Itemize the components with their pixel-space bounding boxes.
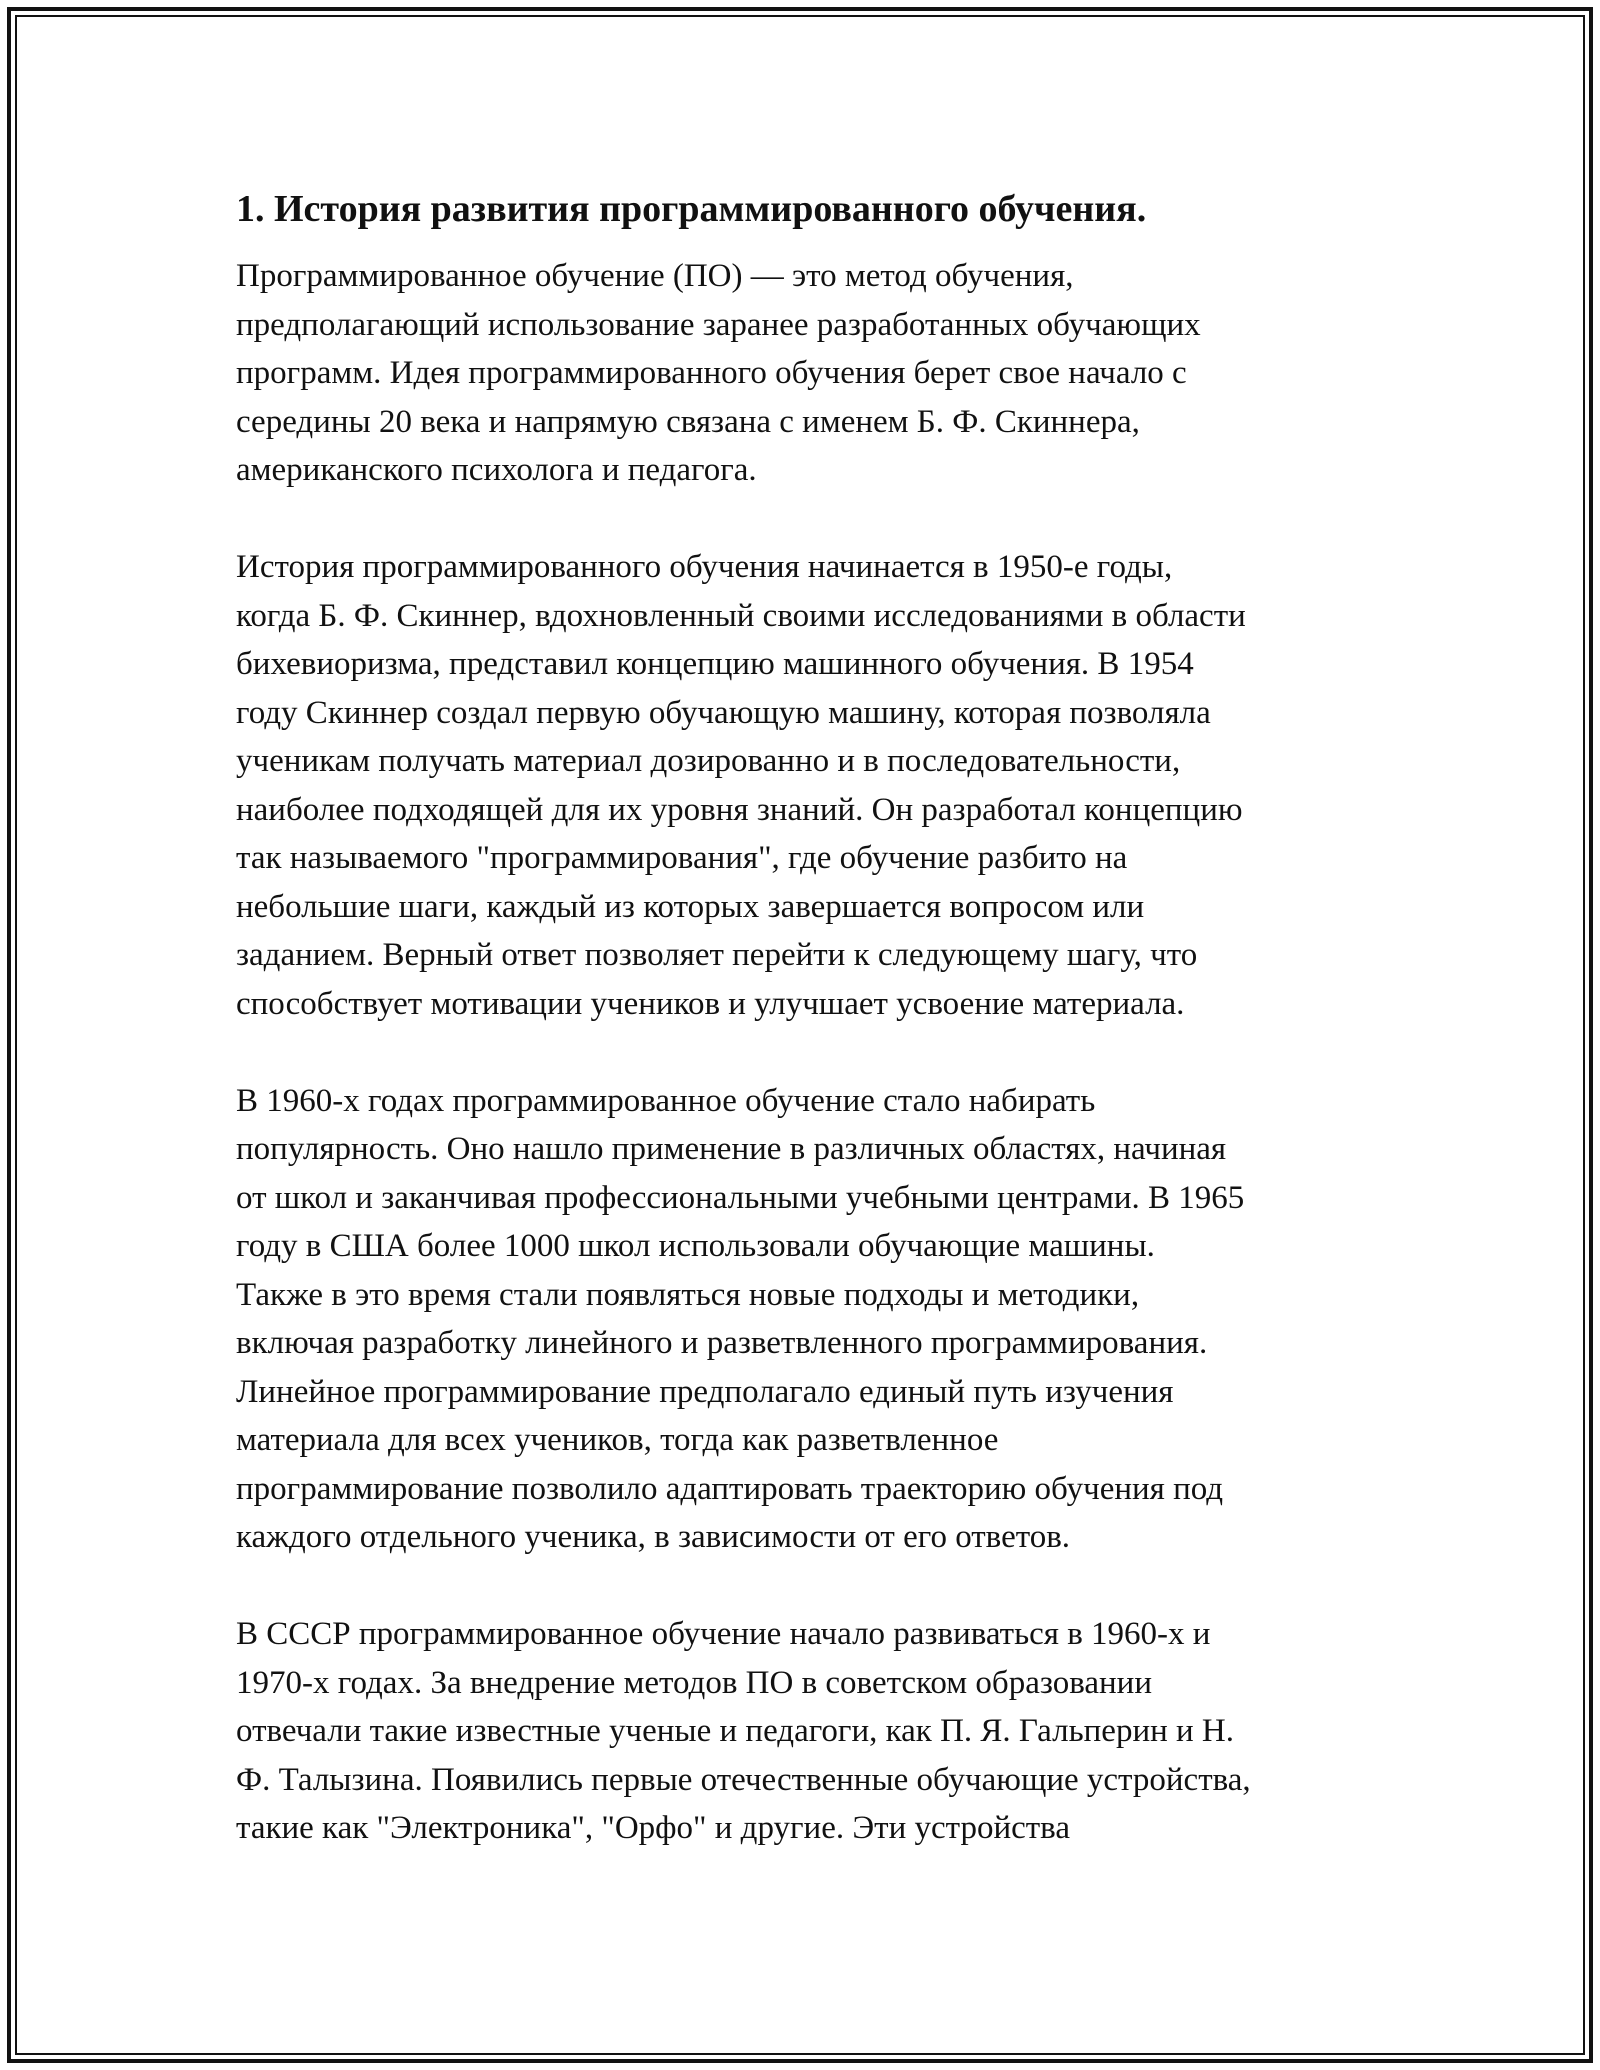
text-line: отвечали такие известные ученые и педагоги, как П. Я. Гальперин и Н.	[236, 1713, 1235, 1749]
text-line: В 1960-х годах программированное обучение стало набирать	[236, 1082, 1096, 1119]
text-line: ученикам получать материал дозированно и в последовательности,	[236, 743, 1181, 779]
text-line: Программированное обучение (ПО) — это метод обучения,	[236, 258, 1074, 294]
text-line: бихевиоризма, представил концепцию машинного обучения. В 1954	[236, 646, 1194, 682]
text-line: материала для всех учеников, тогда как разветвленное	[236, 1422, 999, 1458]
text-line: середины 20 века и напрямую связана с именем Б. Ф. Скиннера,	[236, 403, 1140, 440]
text-line: американского психолога и педагога.	[236, 452, 757, 488]
text-line: программ. Идея программированного обучения берет свое начало с	[236, 355, 1187, 391]
section-heading: 1. История развития программированного обучения.	[236, 188, 1147, 230]
text-line: предполагающий использование заранее разработанных обучающих	[236, 306, 1201, 343]
text-line: популярность. Оно нашло применение в различных областях, начиная	[236, 1131, 1227, 1167]
text-line: способствует мотивации учеников и улучшает усвоение материала.	[236, 985, 1185, 1022]
text-line: заданием. Верный ответ позволяет перейти к следующему шагу, что	[236, 937, 1198, 973]
text-line: История программированного обучения начинается в 1950-е годы,	[236, 549, 1173, 585]
paragraph-2	[236, 543, 1378, 1028]
text-line: В СССР программированное обучение начало развиваться в 1960-х и	[236, 1616, 1211, 1652]
text-line: небольшие шаги, каждый из которых завершается вопросом или	[236, 888, 1145, 925]
text-line: каждого отдельного ученика, в зависимости от его ответов.	[236, 1519, 1071, 1555]
paragraph-1	[236, 252, 1378, 495]
text-line: включая разработку линейного и разветвленного программирования.	[236, 1325, 1208, 1361]
text-line: такие как "Электроника", "Орфо" и другие. Эти устройства	[236, 1810, 1070, 1846]
text-line: году в США более 1000 школ использовали обучающие машины.	[236, 1228, 1155, 1264]
text-line: когда Б. Ф. Скиннер, вдохновленный своими исследованиями в области	[236, 597, 1246, 634]
text-line: Линейное программирование предполагало единый путь изучения	[236, 1373, 1174, 1410]
text-line: Также в это время стали появляться новые подходы и методики,	[236, 1276, 1140, 1313]
text-line: 1970-х годах. За внедрение методов ПО в советском образовании	[236, 1664, 1152, 1701]
paragraph-3	[236, 1077, 1378, 1562]
text-line: Ф. Талызина. Появились первые отечественные обучающие устройства,	[236, 1761, 1251, 1798]
paragraph-4	[236, 1610, 1378, 1853]
text-line: наиболее подходящей для их уровня знаний. Он разработал концепцию	[236, 791, 1243, 828]
text-line: году Скиннер создал первую обучающую машину, которая позволяла	[236, 694, 1211, 731]
document-body	[236, 186, 1378, 1901]
text-line: программирование позволило адаптировать траекторию обучения под	[236, 1470, 1224, 1507]
text-line: от школ и заканчивая профессиональными учебными центрами. В 1965	[236, 1179, 1245, 1216]
text-line: так называемого "программирования", где обучение разбито на	[236, 840, 1128, 876]
